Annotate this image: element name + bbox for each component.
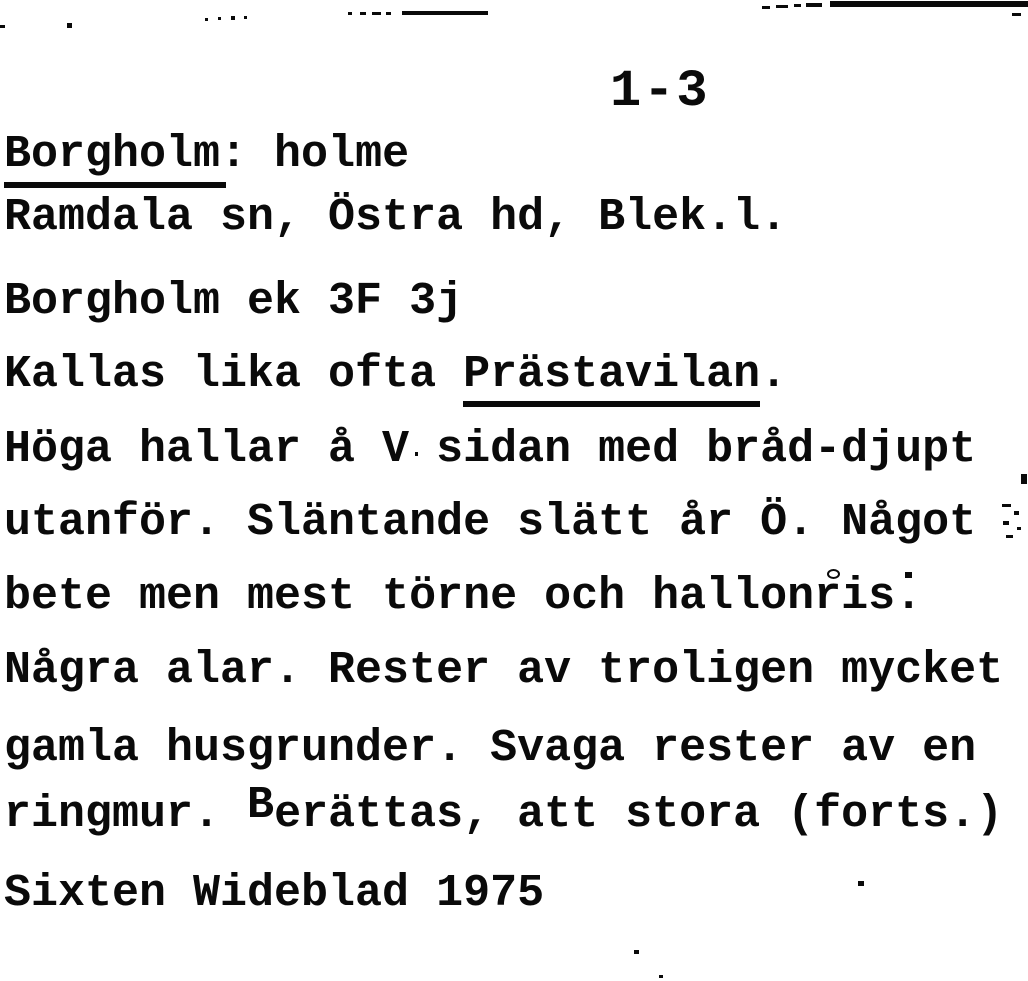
scan-artifact [776,5,788,8]
scan-artifact [372,12,381,15]
scan-artifact [218,17,221,20]
place-type-label: : holme [220,129,410,180]
scan-artifact [67,23,72,28]
record-title-line [4,129,410,180]
scan-artifact [830,1,1028,7]
scan-artifact [402,11,488,15]
description-line-last [4,780,1004,840]
scan-artifact [1002,504,1011,507]
scan-artifact [386,12,391,15]
location-line: Ramdala sn, Östra hd, Blek.l. [4,192,788,243]
scan-artifact [348,12,352,15]
scan-artifact [1003,521,1009,525]
alternate-name-suffix: . [760,349,788,400]
alternate-name-prefix: Kallas lika ofta [4,349,464,400]
scan-artifact [806,3,822,7]
description-last-rest: erättas, att stora (forts.) [274,789,1004,840]
scan-artifact [231,16,235,20]
map-reference-line: Borgholm ek 3F 3j [4,276,464,327]
scan-artifact [205,18,208,21]
description-line: utanför. Släntande slätt år Ö. Något [4,497,977,548]
description-last-prefix: ringmur. [4,789,248,840]
place-name-headword: Borgholm [4,129,226,188]
scan-artifact [0,25,5,28]
scan-artifact [1021,474,1027,484]
scan-artifact [360,12,366,15]
description-line: gamla husgrunder. Svaga rester av en [4,723,977,774]
alternate-name-line [4,349,788,400]
scan-artifact [659,975,663,978]
description-line: Några alar. Rester av troligen mycket [4,645,1004,696]
scan-artifact [634,950,639,954]
recorder-signature-line: Sixten Wideblad 1975 [4,868,545,919]
raised-letter: B [247,780,275,831]
scan-artifact [244,16,247,19]
alternate-name: Prästavilan [463,349,760,407]
scan-artifact [1014,511,1019,515]
description-line: bete men mest törne och hallonris. [4,571,923,622]
description-line: Höga hallar å V sidan med bråd-djupt [4,424,977,475]
scan-artifact [762,6,770,9]
page-number: 1-3 [610,62,710,121]
scan-artifact [1012,13,1021,16]
scan-artifact [794,4,801,7]
scan-artifact [1006,535,1013,538]
scan-artifact [1017,527,1021,530]
scan-artifact [858,881,864,886]
